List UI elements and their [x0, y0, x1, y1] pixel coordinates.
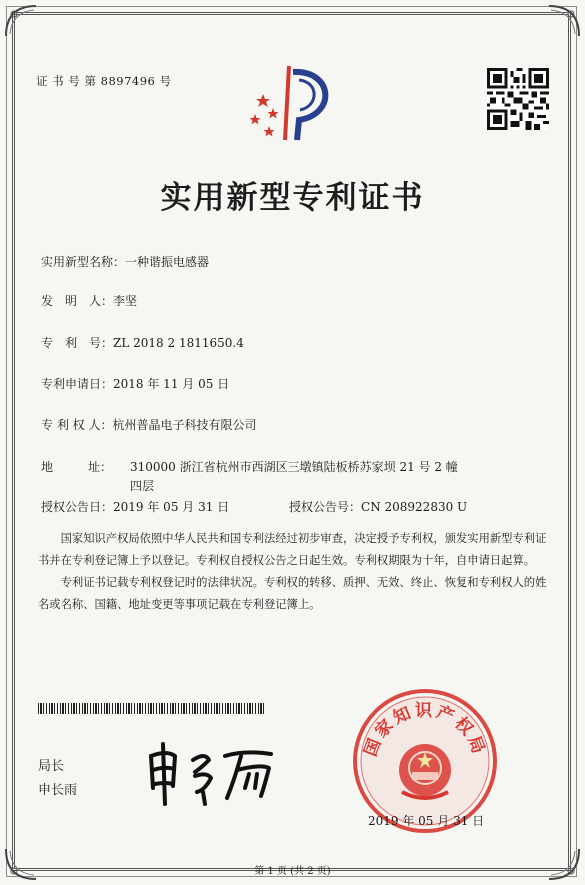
corner-ornament-icon — [4, 4, 38, 38]
filing-date-row — [41, 375, 229, 392]
announcement-number-value: CN 208922830 U — [361, 500, 468, 514]
patent-number-label: 专 利 号： — [41, 336, 114, 350]
inventor-value: 李坚 — [113, 294, 138, 308]
announcement-number-label: 授权公告号： — [289, 500, 362, 514]
address-value: 310000 浙江省杭州市西湖区三墩镇陆板桥苏家坝 21 号 2 幢四层 — [130, 460, 458, 493]
patentee-row — [41, 416, 256, 433]
address-label-suffix: 址： — [88, 460, 113, 474]
filing-date-value: 2018 年 11 月 05 日 — [113, 377, 230, 391]
filing-date-label: 专利申请日： — [41, 377, 114, 391]
patentee-value: 杭州普晶电子科技有限公司 — [112, 418, 257, 432]
utility-model-name-row — [41, 253, 209, 270]
certificate-title: 实用新型专利证书 — [160, 180, 425, 216]
page-footer: 第 1 页 (共 2 页) — [254, 866, 331, 877]
patent-number-row — [41, 334, 244, 351]
utility-model-name-value: 一种谐振电感器 — [125, 255, 210, 269]
grant-date-row — [41, 498, 229, 515]
corner-ornament-icon — [547, 4, 581, 38]
body-paragraph: 国家知识产权局依照中华人民共和国专利法经过初步审查，决定授予专利权，颁发实用新型专利证书并在专利登记簿上予以登记。专利权自授权公告之日起生效。专利权期限为十年，自申请日起算。 — [38, 532, 547, 567]
certificate-number: 证 书 号 第 8897496 号 — [36, 74, 172, 88]
inventor-row — [41, 292, 137, 309]
grant-date-label: 授权公告日： — [41, 500, 114, 514]
body-paragraph: 专利证书记载专利权登记时的法律状况。专利权的转移、质押、无效、终止、恢复和专利权人的姓名或名称、国籍、地址变更等事项记载在专利登记簿上。 — [38, 576, 547, 611]
director-signature-icon — [145, 738, 285, 808]
cnipa-logo-icon — [245, 62, 337, 142]
grant-date-value: 2019 年 05 月 31 日 — [113, 500, 230, 514]
patent-number-value: ZL 2018 2 1811650.4 — [113, 336, 244, 350]
barcode-icon — [38, 703, 264, 714]
patentee-label: 专 利 权 人： — [41, 418, 113, 432]
seal-date: 2019 年 05 月 31 日 — [368, 814, 485, 828]
utility-model-name-label: 实用新型名称： — [41, 255, 126, 269]
address-label: 地 — [41, 460, 54, 474]
director-name: 申长雨 — [38, 783, 78, 798]
director-title: 局长 — [38, 759, 65, 774]
qr-code-icon — [487, 68, 549, 130]
seal-text: 国家知识产权局 — [360, 701, 490, 760]
inventor-label: 发 明 人： — [41, 294, 114, 308]
announcement-number-row — [289, 498, 467, 515]
certificate-body — [38, 528, 548, 616]
